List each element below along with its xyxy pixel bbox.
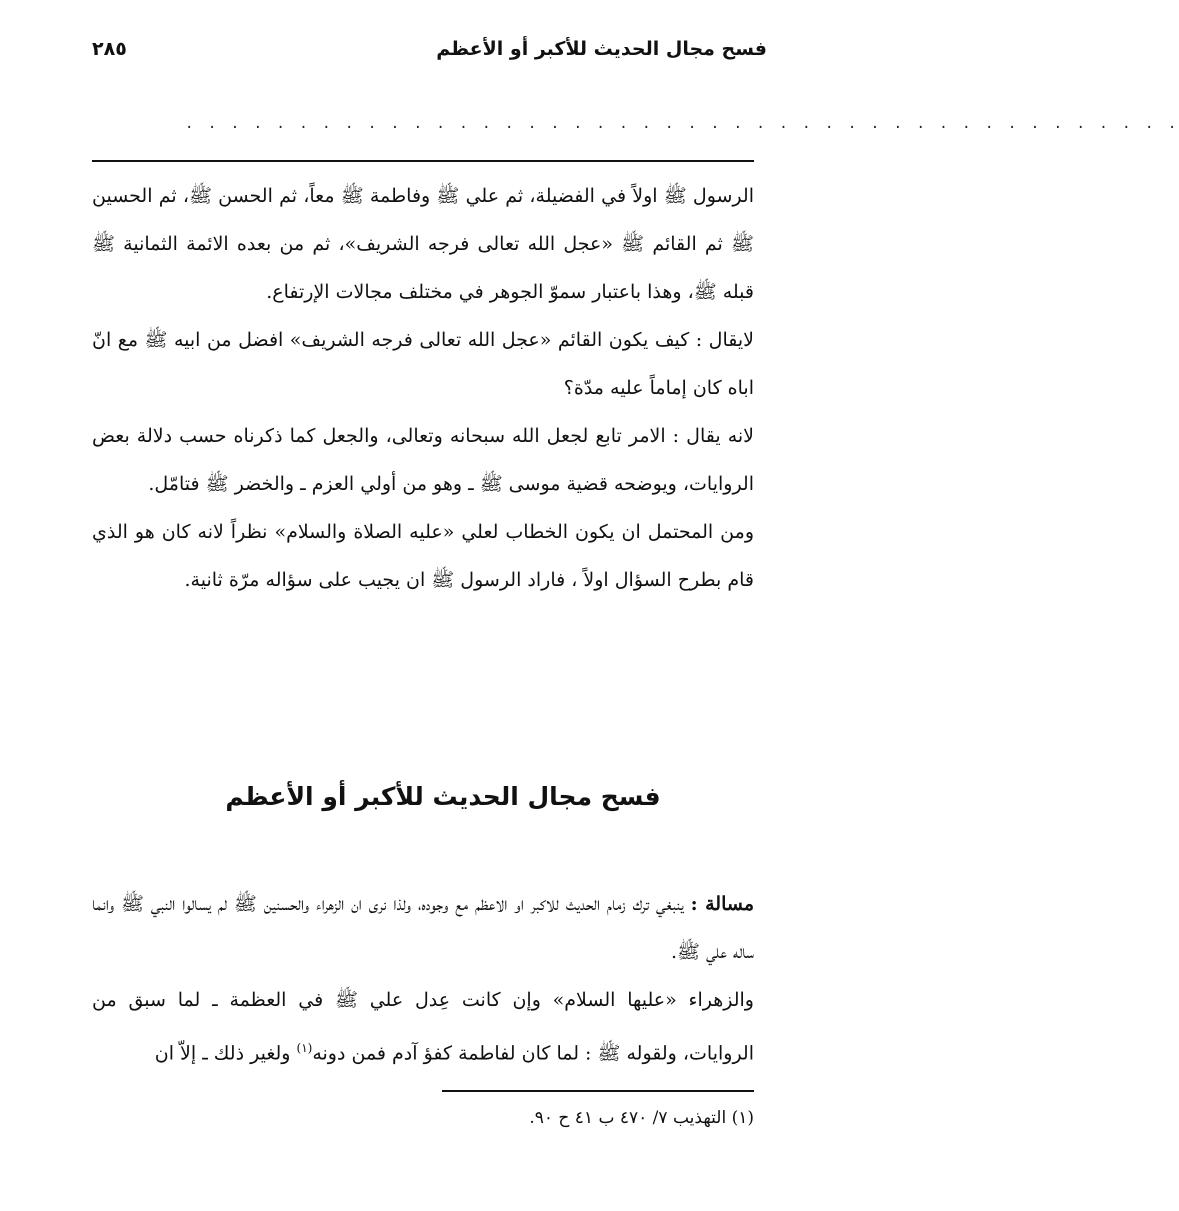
- issue-term: مسالة :: [690, 893, 754, 915]
- paragraph: لانه يقال : الامر تابع لجعل الله سبحانه وتعالى، والجعل كما ذكرناه حسب دلالة بعض الروايات، ويوضحه قضية موسى ﷺ ـ وهو من أولي العزم ـ والخضر ﷺ فتامّل.: [92, 425, 754, 495]
- top-rule: [92, 160, 754, 162]
- footnote-rule: [442, 1090, 754, 1092]
- paragraph-part: والزهراء «عليها السلام» وإن كانت عِدل علي ﷺ في العظمة ـ لما سبق من الروايات، ولقوله ﷺ : لما كان لفاطمة كفؤ آدم فمن دونه: [92, 989, 754, 1065]
- footnote: (١) التهذيب ٧/ ٤٧٠ ب ٤١ ح ٩٠.: [529, 1108, 754, 1128]
- paragraph: الرسول ﷺ اولاً في الفضيلة، ثم علي ﷺ وفاطمة ﷺ معاً، ثم الحسن ﷺ، ثم الحسين ﷺ ثم القائم ﷺ «عجل الله تعالى فرجه الشريف»، ثم من بعده الائمة الثمانية ﷺ قبله ﷺ، وهذا باعتبار سموّ الجوهر في مختلف مجالات الإرتفاع.: [92, 185, 754, 303]
- paragraph: لايقال : كيف يكون القائم «عجل الله تعالى فرجه الشريف» افضل من ابيه ﷺ مع انّ اباه كان إماماً عليه مدّة؟: [92, 329, 754, 399]
- paragraph: [92, 976, 754, 1077]
- running-header: [92, 38, 767, 74]
- body-text: [92, 172, 754, 604]
- ellipsis-line: . . . . . . . . . . . . . . . . . . . . . . . . . . . . . . . . . . . . . . . . . . . .: [185, 116, 1179, 132]
- issue-text: ينبغي ترك زمام الحديث للاكبر او الاعظم مع وجوده، ولذا نرى ان الزهراء والحسنين ﷺ لم يسالوا النبي ﷺ وانما ساله علي ﷺ.: [92, 893, 754, 963]
- page-number: ٢٨٥: [92, 38, 127, 60]
- running-title: فسح مجال الحديث للأكبر أو الأعظم: [436, 38, 767, 60]
- paragraph-part: ولغير ذلك ـ إلاّ ان: [154, 1042, 297, 1065]
- paragraph: ومن المحتمل ان يكون الخطاب لعلي «عليه الصلاة والسلام» نظراً لانه كان هو الذي قام بطرح السؤال اولاً ، فاراد الرسول ﷺ ان يجيب على سؤاله مرّة ثانية.: [92, 521, 754, 591]
- issue-paragraph: [92, 880, 754, 976]
- section-heading: [92, 782, 754, 811]
- footnote-ref[interactable]: (١): [296, 1041, 313, 1055]
- section-body: [92, 880, 754, 1077]
- section-title-text: فسح مجال الحديث للأكبر أو الأعظم: [225, 782, 661, 811]
